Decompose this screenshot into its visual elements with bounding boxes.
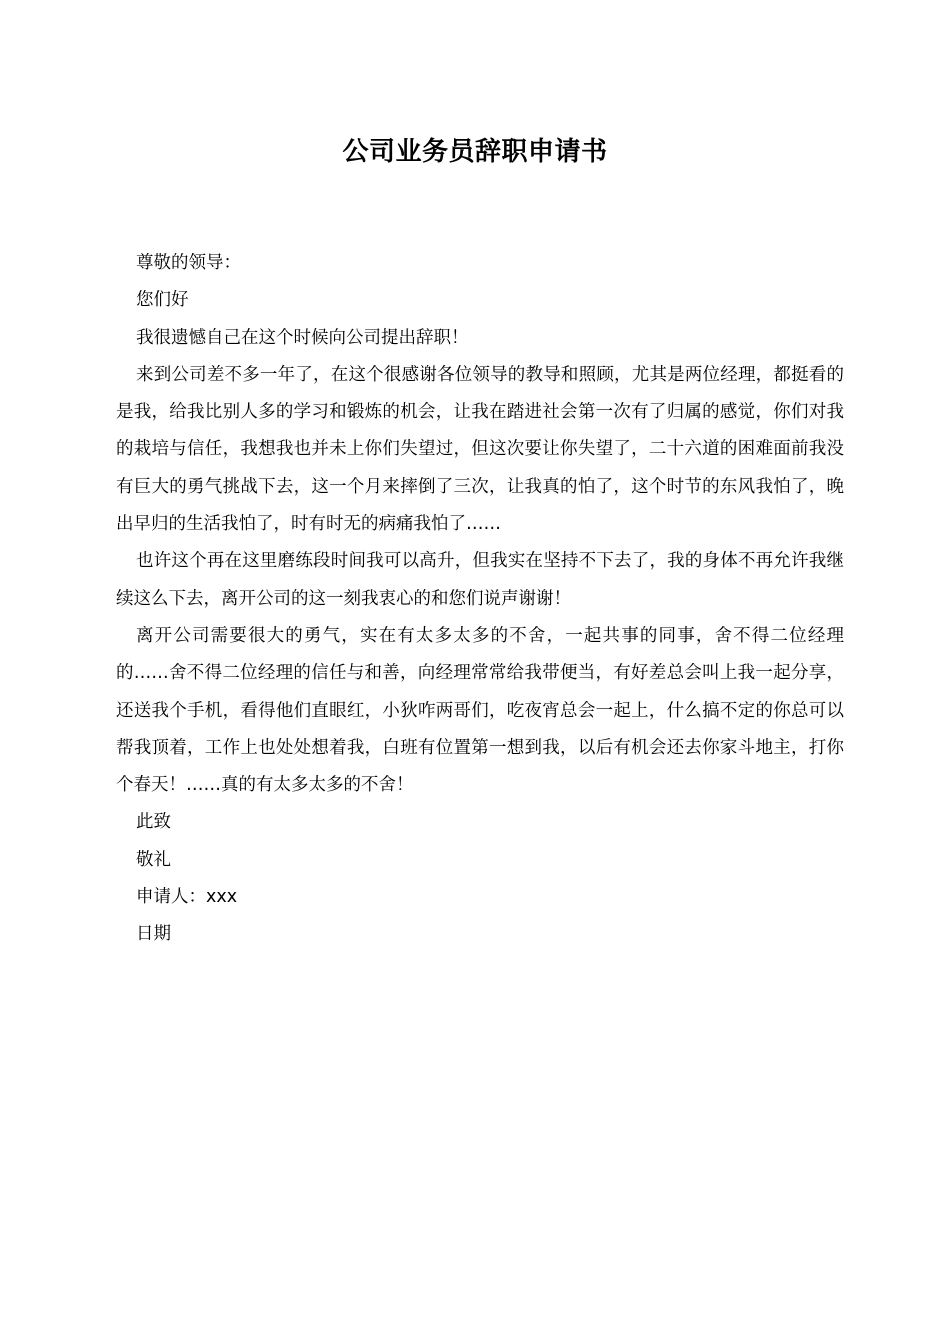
closing-jing-li: 敬礼 — [136, 849, 171, 870]
date-line: 日期 — [136, 924, 171, 945]
body-paragraph: 我很遗憾自己在这个时候向公司提出辞职！ — [136, 327, 469, 348]
body-paragraph: 也许这个再在这里磨练段时间我可以高升，但我实在坚持不下去了，我的身体不再允许我继续这么下去，离开公司的这一刻我衷心的和您们说声谢谢！ — [116, 551, 844, 609]
document-body — [116, 245, 848, 954]
applicant-line: 申请人：xxx — [136, 887, 238, 908]
salutation: 尊敬的领导： — [136, 253, 241, 273]
body-paragraph: 来到公司差不多一年了，在这个很感谢各位领导的教导和照顾，尤其是两位经理，都挺看的是我，给我比别人多的学习和锻炼的机会，让我在踏进社会第一次有了归属的感觉，你们对我的栽培与信任，我想我也并未上你们失望过，但这次要让你失望了，二十六道的困难面前我没有巨大的勇气挑战下去，这一个月来摔倒了三次，让我真的怕了，这个时节的东风我怕了，晚出早归的生活我怕了，时有时无的病痛我怕了…… — [116, 364, 844, 535]
document-title: 公司业务员辞职申请书 — [342, 137, 608, 167]
closing-ci-zhi: 此致 — [136, 812, 171, 833]
greeting: 您们好 — [136, 290, 189, 311]
body-paragraph: 离开公司需要很大的勇气，实在有太多太多的不舍，一起共事的同事，舍不得二位经理的……舍不得二位经理的信任与和善，向经理常常给我带便当，有好差总会叫上我一起分享，还送我个手机，看得他们直眼红，小狄咋两哥们，吃夜宵总会一起上，什么搞不定的你总可以帮我顶着，工作上也处处想着我，白班有位置第一想到我，以后有机会还去你家斗地主，打你个春天！……真的有太多太多的不舍！ — [116, 625, 844, 796]
